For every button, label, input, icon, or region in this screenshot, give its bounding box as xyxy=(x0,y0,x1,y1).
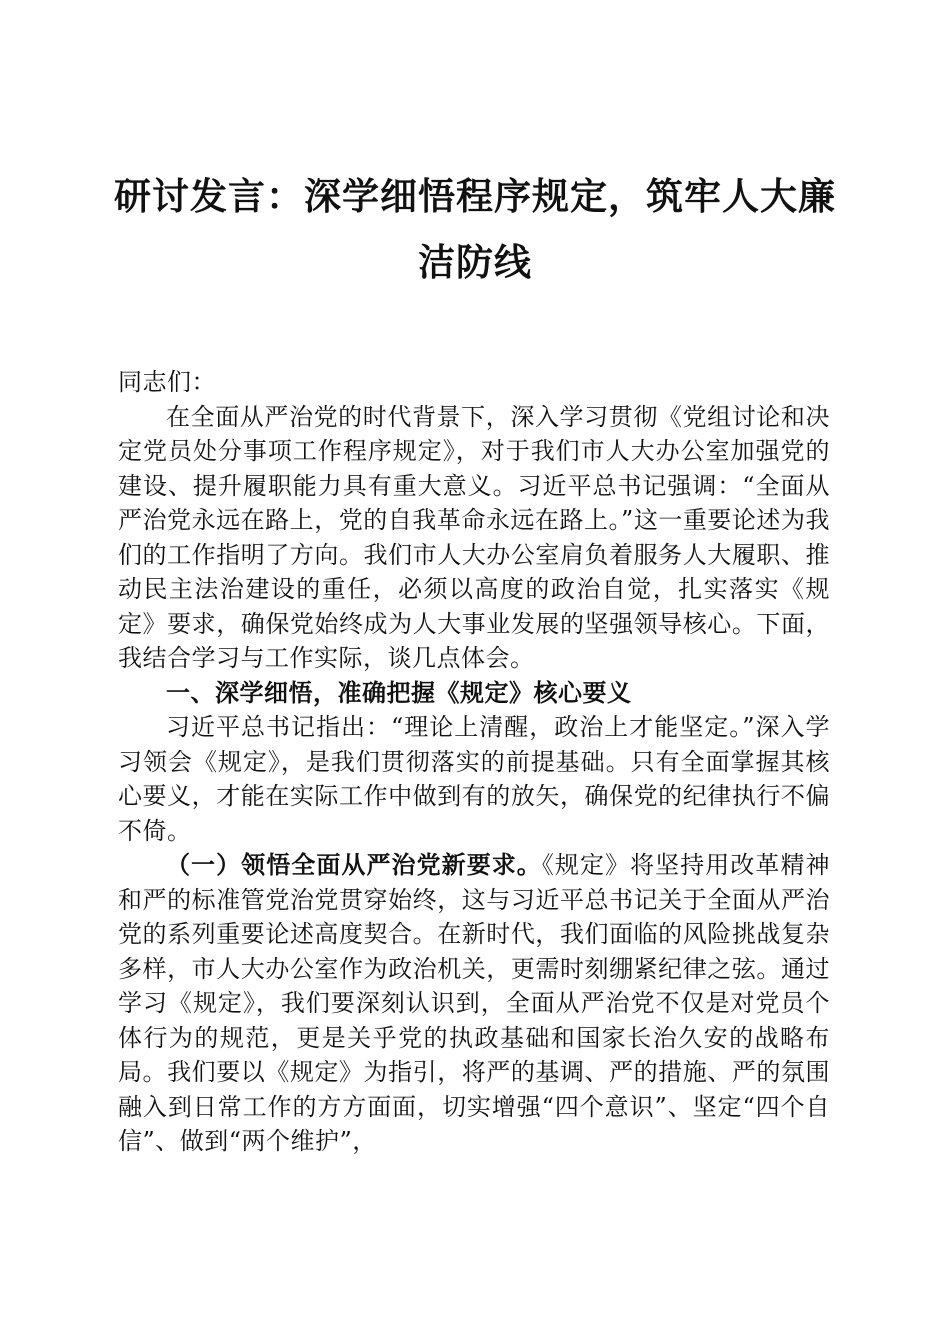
document-title: 研讨发言：深学细悟程序规定，筑牢人大廉洁防线 xyxy=(114,174,836,284)
subsection-1-lead: （一）领悟全面从严治党新要求。 xyxy=(166,850,542,879)
subsection-1-paragraph xyxy=(118,848,830,1159)
document-body xyxy=(118,365,830,1159)
section-heading-1: 一、深学细悟，准确把握《规定》核心要义 xyxy=(166,678,632,707)
subsection-1-text: 《规定》将坚持用改革精神和严的标准管党治党贯穿始终，这与习近平总书记关于全面从严治党的系列重要论述高度契合。在新时代，我们面临的风险挑战复杂多样，市人大办公室作为政治机关，更需时刻绷紧纪律之弦。通过学习《规定》，我们要深刻认识到，全面从严治党不仅是对党员个体行为的规范，更是关乎党的执政基础和国家长治久安的战略布局。我们要以《规定》为指引，将严的基调、严的措施、严的氛围融入到日常工作的方方面面，切实增强“四个意识”、坚定“四个自信”、做到“两个维护”， xyxy=(118,851,831,1155)
salutation: 同志们： xyxy=(118,368,216,396)
section-1-paragraph: 习近平总书记指出：“理论上清醒，政治上才能坚定。”深入学习领会《规定》，是我们贯彻落实的前提基础。只有全面掌握其核心要义，才能在实际工作中做到有的放矢，确保党的纪律执行不偏不倚。 xyxy=(118,713,830,845)
intro-paragraph: 在全面从严治党的时代背景下，深入学习贯彻《党组讨论和决定党员处分事项工作程序规定》，对于我们市人大办公室加强党的建设、提升履职能力具有重大意义。习近平总书记强调：“全面从严治党永远在路上，党的自我革命永远在路上。”这一重要论述为我们的工作指明了方向。我们市人大办公室肩负着服务人大履职、推动民主法治建设的重任，必须以高度的政治自觉，扎实落实《规定》要求，确保党始终成为人大事业发展的坚强领导核心。下面，我结合学习与工作实际，谈几点体会。 xyxy=(118,402,830,672)
